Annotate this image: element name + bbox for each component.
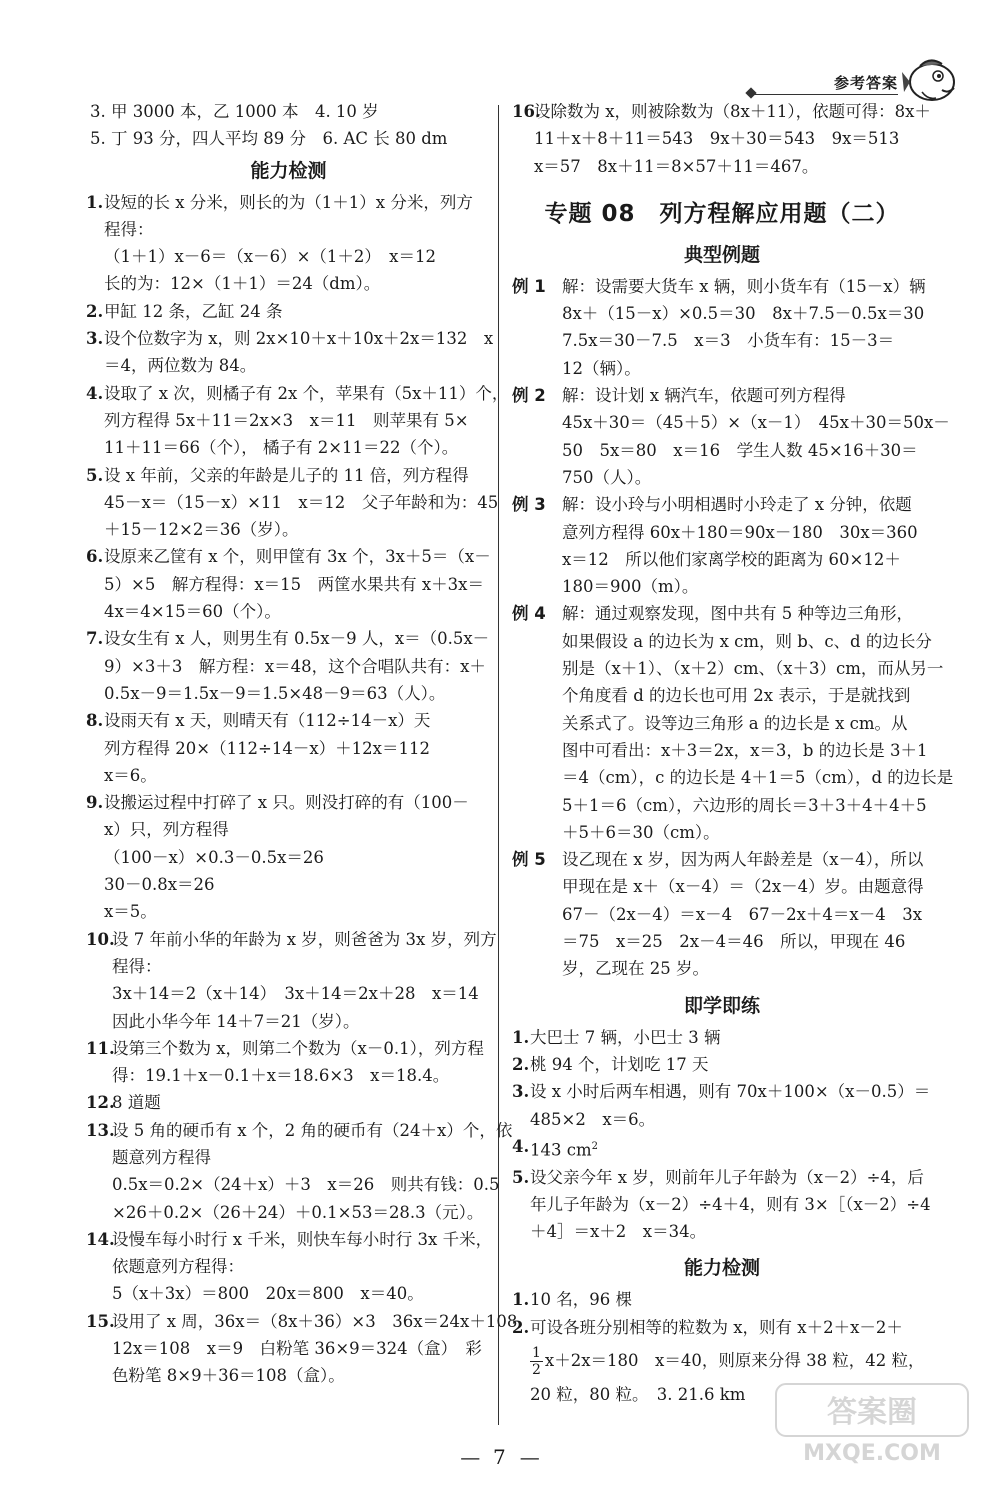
example-entry <box>512 273 932 382</box>
answer-line: ＋5＋6＝30（cm）。 <box>562 822 720 842</box>
answer-line: 0.5x＝0.2×（24＋x）＋3 x＝26 则共有钱：0.5 <box>112 1175 500 1195</box>
answer-line: 关系式了。设等边三角形 a 的边长是 x cm。从 <box>562 713 908 733</box>
answer-line: 别是（x＋1）、（x＋2）cm、（x＋3）cm，而从另一 <box>562 659 944 679</box>
answer-line: 12（辆）。 <box>562 358 641 378</box>
answer-entry <box>86 1117 513 1226</box>
answer-line: 8 道题 <box>112 1093 161 1113</box>
answer-line: x＝12 所以他们家离学校的距离为 60×12＋ <box>562 549 901 569</box>
example-label: 例 2 <box>512 386 546 406</box>
answer-number: 1. <box>86 192 104 212</box>
page-number-value: 7 <box>492 1445 520 1469</box>
answer-entry <box>86 1308 518 1390</box>
answer-entry <box>512 1286 932 1313</box>
answer-line: ＝75 x＝25 2x－4＝46 所以，甲现在 46 <box>562 932 906 952</box>
answer-entry <box>86 462 499 544</box>
answer-number: 2. <box>512 1054 530 1074</box>
watermark-title: 答案圈 <box>827 1395 917 1430</box>
left-column <box>86 98 518 1390</box>
answer-line: 解：设小玲与小明相遇时小玲走了 x 分钟，依题 <box>562 495 912 515</box>
section-title-examples: 典型例题 <box>683 243 760 266</box>
answer-number: 3. <box>512 1082 530 1102</box>
column-divider <box>498 105 499 1425</box>
header-diamond <box>745 87 756 98</box>
answer-entry <box>86 325 494 380</box>
page-header <box>780 62 960 102</box>
answer-line: ×26＋0.2×（26＋24）＋0.1×53＝28.3（元）。 <box>112 1202 484 1222</box>
answer-entry <box>86 125 491 152</box>
answer-line-text: x＋2x＝180 x＝40，则原来分得 38 粒，42 粒， <box>544 1351 925 1371</box>
answer-number: 4. <box>512 1136 530 1156</box>
answer-entry <box>512 1078 932 1133</box>
answer-line: 解：通过观察发现，图中共有 5 种等边三角形， <box>562 604 913 624</box>
answer-line: 0.5x－9＝1.5x－9＝1.5×48－9＝63（人）。 <box>104 683 446 703</box>
answer-number: 1. <box>512 1027 530 1047</box>
example-entry <box>512 846 932 982</box>
answer-entry <box>86 1226 491 1308</box>
answer-number: 9. <box>86 793 104 813</box>
answer-number: 4. <box>86 383 104 403</box>
answer-line: 甲缸 12 条，乙缸 24 条 <box>104 301 283 321</box>
answer-number: 10. <box>86 929 115 949</box>
answer-line: 5）×5 解方程得：x＝15 两筐水果共有 x＋3x＝ <box>104 574 484 594</box>
answer-line: （100－x）×0.3－0.5x＝26 <box>104 847 324 867</box>
answer-line: 如果假设 a 的边长为 x cm，则 b、c、d 的边长分 <box>562 631 932 651</box>
answer-line: x＝5。 <box>104 902 157 922</box>
answer-line: 设搬运过程中打碎了 x 只。则没打碎的有（100－ <box>104 793 469 813</box>
answer-line: ＋15－12×2＝36（岁）。 <box>104 520 299 540</box>
answer-line: 桃 94 个，计划吃 17 天 <box>530 1054 709 1074</box>
left-answer-list <box>86 189 518 1390</box>
answer-number: 5. <box>512 1167 530 1187</box>
answer-line: 5＋1＝6（cm），六边形的周长＝3＋3＋4＋4＋5 <box>562 795 927 815</box>
answer-line: 甲现在是 x＋（x－4）＝（2x－4）岁。由题意得 <box>562 877 924 897</box>
watermark-url: MXQE.COM <box>803 1441 941 1466</box>
answer-line: 设父亲今年 x 岁，则前年儿子年龄为（x－2）÷4，后 <box>530 1167 924 1187</box>
answer-entry <box>86 926 497 1035</box>
answer-line: 设慢车每小时行 x 千米，则快车每小时行 3x 千米， <box>112 1229 493 1249</box>
fraction <box>530 1345 543 1378</box>
answer-line: 750（人）。 <box>562 467 652 487</box>
answer-line: 设第三个数为 x，则第二个数为（x－0.1），列方程 <box>112 1038 484 1058</box>
answer-line: 设女生有 x 人，则男生有 0.5x－9 人，x＝（0.5x－ <box>104 629 490 649</box>
answer-line: 11＋11＝66（个）， 橘子有 2×11＝22（个）。 <box>104 438 459 458</box>
answer-line: 色粉笔 8×9＋36＝108（盒）。 <box>112 1366 345 1386</box>
example-label: 例 4 <box>512 604 546 624</box>
answer-line: 设短的长 x 分米，则长的为（1＋1）x 分米，列方 <box>104 192 473 212</box>
answer-line: ＝4，两位数为 84。 <box>104 356 257 376</box>
answer-line: 列方程得 5x＋11＝2x×3 x＝11 则苹果有 5× <box>104 410 469 430</box>
answer-line: 设除数为 x，则被除数为（8x＋11），依题可得：8x＋ <box>534 102 931 121</box>
answer-number: 1. <box>512 1290 530 1310</box>
answer-line: 设 x 小时后两车相遇，则有 70x＋100×（x－0.5）＝ <box>530 1082 931 1102</box>
answer-line: 10 名，96 棵 <box>530 1290 632 1310</box>
header-rule <box>748 94 898 95</box>
topic-title: 专题 08 列方程解应用题（二） <box>544 200 900 227</box>
answer-entry <box>512 1024 932 1051</box>
answer-line: 20 粒，80 粒。 3. 21.6 km <box>530 1385 746 1405</box>
section-title-ability-2: 能力检测 <box>683 1257 760 1280</box>
answer-number: 2. <box>512 1317 530 1337</box>
example-label: 例 1 <box>512 276 546 296</box>
answer-line: 设 x 年前，父亲的年龄是儿子的 11 倍，列方程得 <box>104 465 469 485</box>
answer-number: 11. <box>86 1038 115 1058</box>
answer-number: 3. <box>86 329 104 349</box>
answer-number: 8. <box>86 711 104 731</box>
answer-number: 13. <box>86 1120 115 1140</box>
answer-line: x＝57 8x＋11＝8×57＋11＝467。 <box>534 156 819 176</box>
answer-line: 年儿子年龄为（x－2）÷4＋4，则有 3×［（x－2）÷4 <box>530 1194 931 1214</box>
answer-line: 3x＋14＝2（x＋14） 3x＋14＝2x＋28 x＝14 <box>112 984 479 1004</box>
answer-number: 2. <box>86 301 104 321</box>
answer-entry <box>86 98 491 125</box>
answer-entry <box>86 1089 491 1116</box>
answer-entry <box>512 1051 932 1078</box>
answer-line: 设 7 年前小华的年龄为 x 岁，则爸爸为 3x 岁，列方 <box>112 929 497 949</box>
answer-line: 设雨天有 x 天，则晴天有（112÷14－x）天 <box>104 711 431 731</box>
answer-entry <box>512 1133 932 1164</box>
example-entry <box>512 382 950 491</box>
answer-line: 设 5 角的硬币有 x 个，2 角的硬币有（24＋x）个，依 <box>112 1120 513 1140</box>
answer-line: 30－0.8x＝26 <box>104 875 215 895</box>
answer-line: 程得： <box>104 219 154 239</box>
answer-entry <box>86 380 509 462</box>
header-label: 参考答案 <box>833 74 898 92</box>
answer-line: 解：设需要大货车 x 辆，则小货车有（15－x）辆 <box>562 276 926 296</box>
answer-line: 4x＝4×15＝60（个）。 <box>104 602 281 622</box>
answer-line: 485×2 x＝6。 <box>530 1109 656 1129</box>
answer-line: ＋4］＝x＋2 x＝34。 <box>530 1222 707 1242</box>
answer-line-fraction <box>530 1341 932 1381</box>
answer-number: 7. <box>86 629 104 649</box>
answer-line: 设取了 x 次，则橘子有 2x 个，苹果有（5x＋11）个， <box>104 383 509 403</box>
answer-line: 9）×3＋3 解方程：x＝48，这个合唱队共有：x＋ <box>104 656 486 676</box>
answer-line: 180＝900（m）。 <box>562 577 699 597</box>
answer-entry <box>512 1164 932 1246</box>
answer-line: x＝6。 <box>104 765 157 785</box>
answer-number: 12. <box>86 1093 115 1113</box>
watermark-logo <box>772 1380 972 1466</box>
answer-line: 设乙现在 x 岁，因为两人年龄差是（x－4），所以 <box>562 850 924 870</box>
example-entry <box>512 600 954 846</box>
answer-line: 大巴士 7 辆，小巴士 3 辆 <box>530 1027 721 1047</box>
answer-line: 程得： <box>112 956 162 976</box>
answer-entry <box>86 543 491 625</box>
answer-line: x）只，列方程得 <box>104 820 229 840</box>
answer-line: ＝4（cm），c 的边长是 4＋1＝5（cm），d 的边长是 <box>562 768 954 788</box>
answer-line: 50 5x＝80 x＝16 学生人数 45×16＋30＝ <box>562 440 918 460</box>
example-entry <box>512 491 932 600</box>
answer-number: 15. <box>86 1311 115 1331</box>
example-list <box>512 273 954 983</box>
answer-line: 设个位数字为 x，则 2x×10＋x＋10x＋2x＝132 x <box>104 329 494 349</box>
answer-line: 8x＋（15－x）×0.5＝30 8x＋7.5－0.5x＝30 <box>562 304 925 324</box>
answer-line: 45－x＝（15－x）×11 x＝12 父子年龄和为：45 <box>104 492 499 512</box>
answer-line: 45x＋30＝（45＋5）×（x－1） 45x＋30＝50x－ <box>562 413 950 433</box>
answer-line: 图中可看出：x＋3＝2x，x＝3，b 的边长是 3＋1 <box>562 740 928 760</box>
answer-entry <box>86 789 491 925</box>
answer-number: 14. <box>86 1229 115 1249</box>
answer-entry <box>86 298 491 325</box>
answer-line: 7.5x＝30－7.5 x＝3 小货车有：15－3＝ <box>562 331 895 351</box>
answer-line: 12x＝108 x＝9 白粉笔 36×9＝324（盒） 彩 <box>112 1339 482 1359</box>
section-title-practice: 即学即练 <box>683 994 760 1017</box>
answer-line: 解：设计划 x 辆汽车，依题可列方程得 <box>562 386 846 406</box>
answer-line: 5. 丁 93 分，四人平均 89 分 6. AC 长 80 dm <box>90 129 448 149</box>
practice-list <box>512 1024 932 1246</box>
answer-line: 个角度看 d 的边长也可用 2x 表示，于是就找到 <box>562 686 911 706</box>
answer-line: 设用了 x 周，36x＝（8x＋36）×3 36x＝24x＋108 <box>112 1311 518 1331</box>
answer-line: 5（x＋3x）＝800 20x＝800 x＝40。 <box>112 1284 424 1304</box>
answer-line <box>530 1133 932 1164</box>
answer-line: 列方程得 20×（112÷14－x）＋12x＝112 <box>104 738 430 758</box>
answer-entry <box>86 189 491 298</box>
answer-line: 设原来乙筐有 x 个，则甲筐有 3x 个，3x＋5＝（x－ <box>104 547 491 567</box>
page-number: — 7— <box>460 1445 540 1469</box>
answer-line: 可设各班分别相等的粒数为 x，则有 x＋2＋x－2＋ <box>530 1317 903 1337</box>
superscript: 2 <box>591 1140 599 1152</box>
fraction-denominator: 2 <box>532 1362 541 1379</box>
answer-entry <box>86 1035 491 1090</box>
example-label: 例 3 <box>512 495 546 515</box>
answer-line: 岁，乙现在 25 岁。 <box>562 959 709 979</box>
section-title-ability: 能力检测 <box>250 159 327 182</box>
fraction-numerator: 1 <box>532 1345 541 1362</box>
answer-line: 依题意列方程得： <box>112 1257 244 1277</box>
answer-number: 5. <box>86 465 104 485</box>
example-label: 例 5 <box>512 850 546 870</box>
answer-line: 长的为：12×（1＋1）＝24（dm）。 <box>104 274 381 294</box>
answer-line: 题意列方程得 <box>112 1147 211 1167</box>
answer-line: 意列方程得 60x＋180＝90x－180 30x＝360 <box>562 522 918 542</box>
answer-entry <box>86 707 491 789</box>
answer-text: 143 cm <box>530 1140 592 1160</box>
answer-entry <box>512 98 932 180</box>
answer-line: 67－（2x－4）＝x－4 67－2x＋4＝x－4 3x <box>562 904 923 924</box>
answer-entry <box>86 625 491 707</box>
answer-number: 16. <box>512 102 541 121</box>
answer-line: （1＋1）x－6＝（x－6）×（1＋2） x＝12 <box>104 247 436 267</box>
answer-number: 6. <box>86 547 104 567</box>
answer-line: 因此小华今年 14＋7＝21（岁）。 <box>112 1011 360 1031</box>
answer-line: 11＋x＋8＋11＝543 9x＋30＝543 9x＝513 <box>534 129 900 149</box>
answer-line: 3. 甲 3000 本，乙 1000 本 4. 10 岁 <box>90 102 379 121</box>
answer-line: 得：19.1＋x－0.1＋x＝18.6×3 x＝18.4。 <box>112 1066 450 1086</box>
right-column <box>512 98 954 1408</box>
